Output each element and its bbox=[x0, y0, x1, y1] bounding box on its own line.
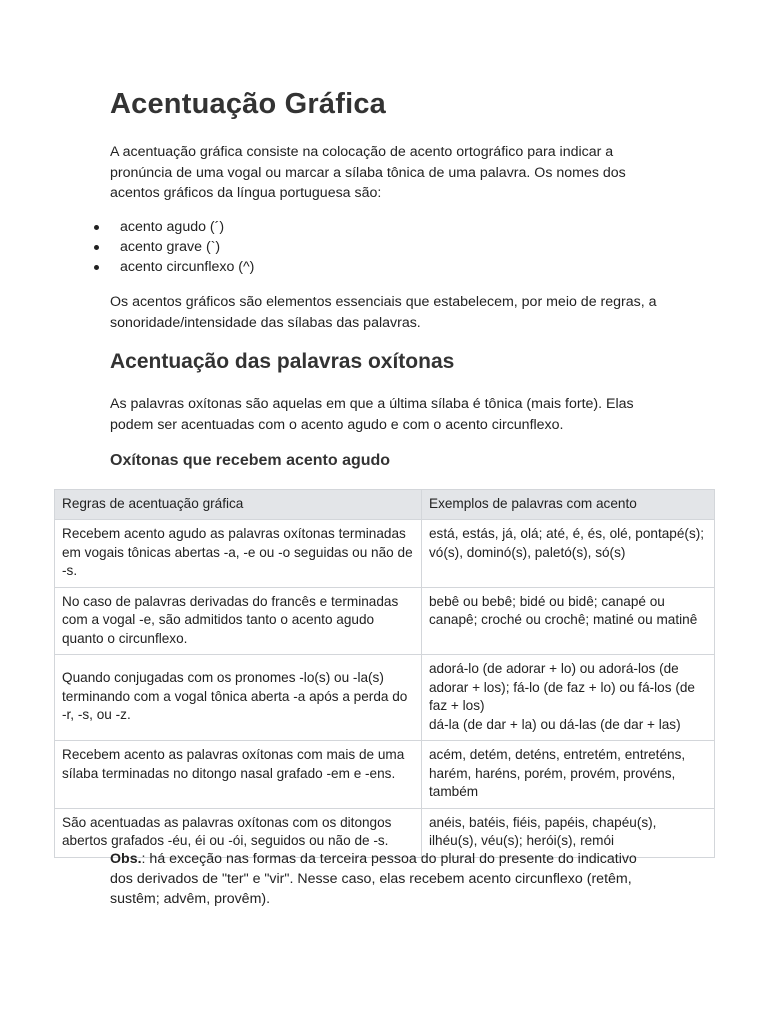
table-header-rules: Regras de acentuação gráfica bbox=[55, 490, 422, 520]
list-item-text: acento agudo (´) bbox=[120, 219, 225, 235]
subsection-title: Oxítonas que recebem acento agudo bbox=[110, 452, 391, 469]
observation-note bbox=[110, 849, 650, 909]
examples-text-extra: dá-la (de dar + la) ou dá-las (de dar + las) bbox=[429, 716, 681, 732]
list-item bbox=[88, 257, 254, 277]
section-title: Acentuação das palavras oxítonas bbox=[110, 350, 455, 373]
list-item bbox=[88, 237, 254, 257]
rule-cell: No caso de palavras derivadas do francês e terminadas com a vogal -e, são admitidos tanto o acento agudo quanto o circunflexo. bbox=[55, 587, 422, 655]
table-header-examples: Exemplos de palavras com acento bbox=[422, 490, 715, 520]
table-header-row bbox=[55, 490, 715, 520]
accents-paragraph: Os acentos gráficos são elementos essenciais que estabelecem, por meio de regras, a sonoridade/intensidade das sílabas das palavras. bbox=[110, 294, 657, 331]
observation-label: Obs. bbox=[110, 851, 142, 867]
table-row bbox=[55, 741, 715, 809]
examples-text: adorá-lo (de adorar + lo) ou adorá-los (de adorar + los); fá-lo (de faz + lo) ou fá-los (de faz + los) bbox=[429, 661, 695, 713]
table-row bbox=[55, 587, 715, 655]
table-row bbox=[55, 520, 715, 588]
examples-cell: bebê ou bebê; bidé ou bidê; canapé ou canapê; croché ou crochê; matiné ou matinê bbox=[422, 587, 715, 655]
accent-list bbox=[88, 217, 254, 277]
examples-cell: acém, detém, deténs, entretém, entreténs, harém, haréns, porém, provém, provéns, também bbox=[422, 741, 715, 809]
rule-cell: São acentuadas as palavras oxítonas com os ditongos abertos grafados -éu, éi ou -ói, seguidos ou não de -s. bbox=[55, 808, 422, 857]
examples-cell: está, estás, já, olá; até, é, és, olé, pontapé(s); vó(s), dominó(s), paletó(s), só(s) bbox=[422, 520, 715, 588]
list-item-text: acento circunflexo (^) bbox=[120, 259, 255, 275]
list-item-text: acento grave (`) bbox=[120, 239, 221, 255]
rule-cell: Recebem acento as palavras oxítonas com mais de uma sílaba terminadas no ditongo nasal grafado -em e -ens. bbox=[55, 741, 422, 809]
examples-cell bbox=[422, 655, 715, 741]
rules-table bbox=[54, 489, 715, 858]
bullet-icon bbox=[94, 245, 99, 250]
rule-cell: Quando conjugadas com os pronomes -lo(s) ou -la(s) terminando com a vogal tônica aberta -a após a perda do -r, -s, ou -z. bbox=[55, 655, 422, 741]
page-title: Acentuação Gráfica bbox=[110, 88, 386, 120]
rule-cell: Recebem acento agudo as palavras oxítonas terminadas em vogais tônicas abertas -a, -e ou -o seguidas ou não de -s. bbox=[55, 520, 422, 588]
list-item bbox=[88, 217, 254, 237]
bullet-icon bbox=[94, 225, 99, 230]
intro-paragraph: A acentuação gráfica consiste na colocação de acento ortográfico para indicar a pronúncia de uma vogal ou marcar a sílaba tônica de uma palavra. Os nomes dos acentos gráficos da língua portuguesa são: bbox=[110, 144, 626, 201]
section-paragraph: As palavras oxítonas são aquelas em que a última sílaba é tônica (mais forte). Elas podem ser acentuadas com o acento agudo e com o acento circunflexo. bbox=[110, 396, 634, 433]
examples-cell: anéis, batéis, fiéis, papéis, chapéu(s), ilhéu(s), véu(s); herói(s), remói bbox=[422, 808, 715, 857]
table-row bbox=[55, 655, 715, 741]
observation-text: : há exceção nas formas da terceira pessoa do plural do presente do indicativo dos derivados de "ter" e "vir". Nesse caso, elas recebem acento circunflexo (retêm, sustêm; advêm, provêm). bbox=[110, 851, 637, 907]
bullet-icon bbox=[94, 265, 99, 270]
